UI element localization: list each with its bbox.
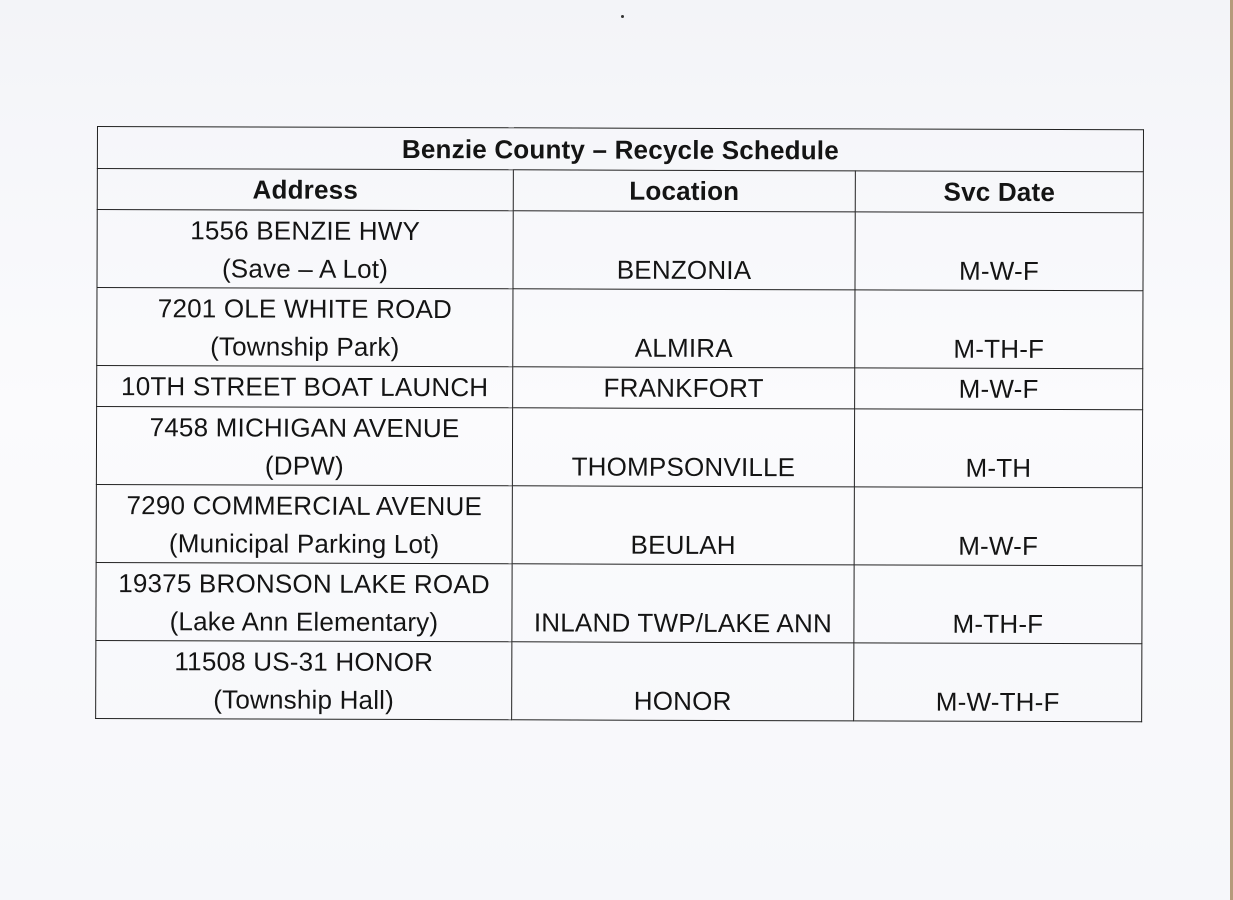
paper-speck xyxy=(621,15,624,18)
header-address: Address xyxy=(97,169,513,211)
header-svc-date: Svc Date xyxy=(855,171,1143,213)
table-title: Benzie County – Recycle Schedule xyxy=(97,127,1143,172)
table-row xyxy=(97,366,1143,410)
location-cell: BENZONIA xyxy=(513,211,855,290)
address-street: 7458 MICHIGAN AVENUE xyxy=(149,411,460,443)
address-note: (Township Park) xyxy=(210,330,400,362)
address-note: (Township Hall) xyxy=(213,683,395,715)
recycle-schedule-table xyxy=(95,126,1144,722)
address-street: 1556 BENZIE HWY xyxy=(190,214,421,246)
location-cell: HONOR xyxy=(512,642,854,721)
address-street: 7201 OLE WHITE ROAD xyxy=(157,292,453,324)
address-note: (DPW) xyxy=(264,450,344,481)
address-cell xyxy=(96,562,512,641)
address-cell xyxy=(96,484,512,563)
address-street: 10TH STREET BOAT LAUNCH xyxy=(121,371,489,403)
table-row xyxy=(97,210,1143,291)
svc-date-cell: M-TH xyxy=(854,409,1142,488)
address-street: 7290 COMMERCIAL AVENUE xyxy=(126,489,483,521)
address-street: 11508 US-31 HONOR xyxy=(174,645,434,677)
address-cell xyxy=(97,366,513,408)
title-row xyxy=(97,127,1143,172)
recycle-schedule-sheet xyxy=(95,126,1143,722)
address-note: (Lake Ann Elementary) xyxy=(169,605,439,637)
table-row xyxy=(96,640,1142,721)
header-row xyxy=(97,169,1143,213)
svc-date-cell: M-TH-F xyxy=(854,565,1142,644)
svc-date-cell: M-W-F xyxy=(855,368,1143,410)
address-note: (Save – A Lot) xyxy=(221,252,389,284)
svc-date-cell: M-W-F xyxy=(854,487,1142,566)
svc-date-cell: M-W-TH-F xyxy=(854,643,1142,722)
table-row xyxy=(96,562,1142,643)
location-cell: INLAND TWP/LAKE ANN xyxy=(512,564,854,643)
location-cell: ALMIRA xyxy=(513,289,855,368)
address-cell xyxy=(96,640,512,719)
address-cell xyxy=(97,210,513,289)
address-cell xyxy=(96,407,512,486)
address-note: (Municipal Parking Lot) xyxy=(168,527,440,559)
location-cell: THOMPSONVILLE xyxy=(512,408,854,487)
location-cell: BEULAH xyxy=(512,486,854,565)
svc-date-cell: M-TH-F xyxy=(855,290,1143,369)
address-cell xyxy=(97,288,513,367)
table-row xyxy=(97,288,1143,369)
location-cell: FRANKFORT xyxy=(513,367,855,409)
table-row xyxy=(96,407,1142,488)
address-street: 19375 BRONSON LAKE ROAD xyxy=(118,567,490,599)
header-location: Location xyxy=(513,170,855,212)
table-row xyxy=(96,484,1142,565)
svc-date-cell: M-W-F xyxy=(855,212,1143,291)
